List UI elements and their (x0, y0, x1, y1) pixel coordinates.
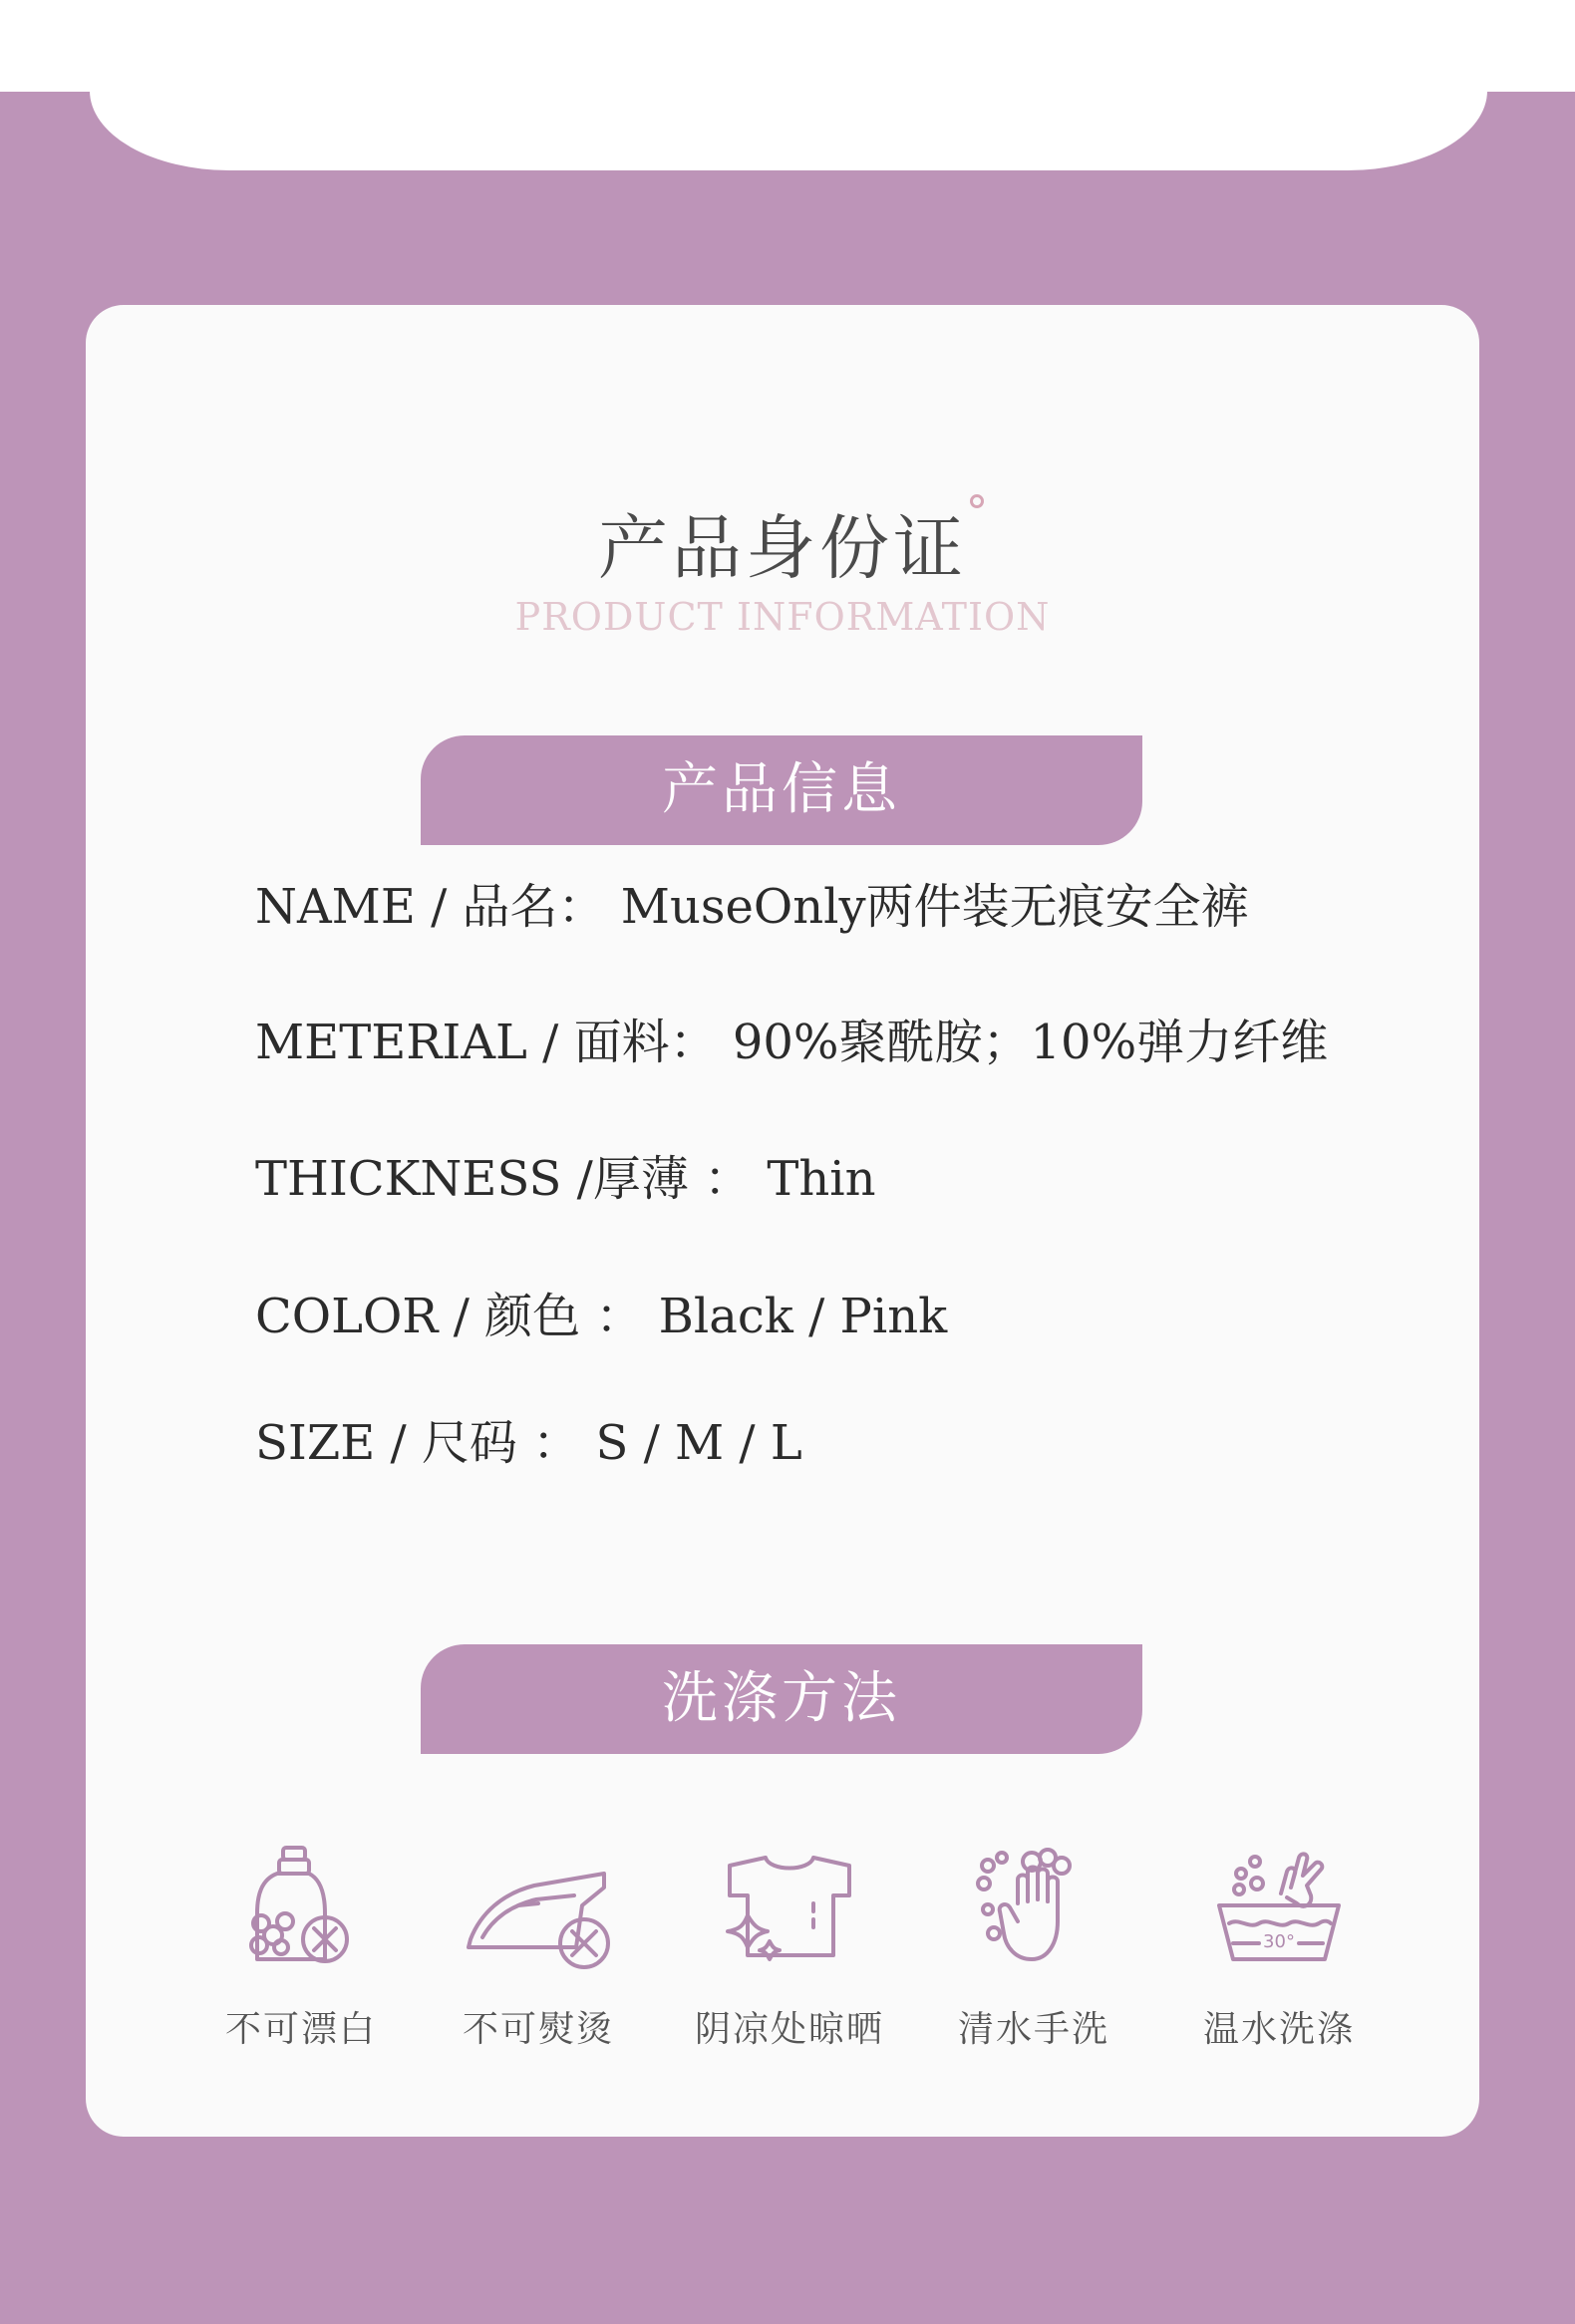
info-row-size: SIZE / 尺码 ： S / M / L (255, 1415, 802, 1471)
care-item-shade-dry (685, 1844, 894, 2052)
care-label-no-iron: 不可熨烫 (462, 2009, 614, 2050)
care-label-warm-wash: 温水洗涤 (1202, 2009, 1355, 2050)
title-dot-decoration (970, 494, 984, 508)
page-title: 产品身份证 (598, 507, 967, 589)
page-subtitle: PRODUCT INFORMATION (514, 595, 1051, 639)
no-bleach-icon (221, 1844, 381, 1973)
info-row-name: NAME / 品名： MuseOnly两件装无痕安全裤 (255, 879, 1249, 935)
care-item-no-bleach (196, 1844, 406, 2052)
care-label-hand-wash: 清水手洗 (957, 2009, 1109, 2050)
info-row-color: COLOR / 颜色 ： Black / Pink (255, 1289, 948, 1344)
wash-temp-label: 30° (1263, 1931, 1295, 1952)
hand-wash-icon (954, 1844, 1113, 1973)
care-item-hand-wash (929, 1844, 1138, 2052)
product-info-card (86, 305, 1479, 2137)
care-item-no-iron (434, 1844, 643, 2052)
warm-wash-icon (1199, 1844, 1359, 1973)
shade-dry-icon (710, 1844, 869, 1973)
product-info-heading: 产品信息 (421, 735, 1142, 845)
top-rounded-panel (90, 0, 1487, 170)
info-row-material: METERIAL / 面料： 90%聚酰胺；10%弹力纤维 (255, 1015, 1329, 1070)
care-label-no-bleach: 不可漂白 (224, 2009, 377, 2050)
no-iron-icon (459, 1844, 618, 1973)
care-item-warm-wash (1174, 1844, 1384, 2052)
care-label-shade-dry: 阴凉处晾晒 (694, 2009, 884, 2050)
info-row-thickness: THICKNESS /厚薄 ： Thin (255, 1151, 876, 1207)
care-heading: 洗涤方法 (421, 1644, 1142, 1754)
